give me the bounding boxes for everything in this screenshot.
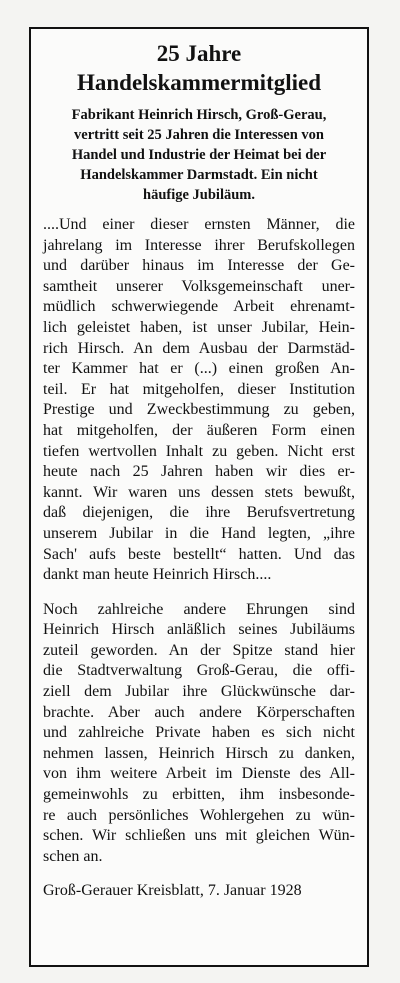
text-line: nehmen lassen, Heinrich Hirsch zu danken, — [43, 744, 355, 762]
lead-line: Fabrikant Heinrich Hirsch, Groß-Gerau, — [71, 107, 327, 123]
body-paragraph-2 — [43, 600, 355, 868]
lead-line: Handel und Industrie der Heimat bei der — [71, 147, 327, 163]
text-line: daß diejenigen, die ihre Berufsvertretung — [43, 504, 355, 522]
text-line: jahrelang im Interesse ihrer Berufskollegen — [43, 236, 355, 254]
text-line: und darüber hinaus im Interesse der Ge- — [43, 257, 355, 275]
source-citation: Groß-Gerauer Kreisblatt, 7. Januar 1928 — [43, 882, 302, 900]
text-line: re auch persönliches Wohlergehen zu wün- — [43, 806, 355, 824]
text-line: tiefen wertvollen Inhalt zu geben. Nicht erst — [43, 442, 355, 460]
text-line: rich Hirsch. An dem Ausbau der Darmstäd- — [43, 339, 355, 357]
text-line: hat mitgeholfen, der äußeren Form einen — [43, 421, 355, 439]
article-lead — [43, 105, 355, 205]
lead-line: Handelskammer Darmstadt. Ein nicht — [80, 167, 318, 183]
lead-line: vertritt seit 25 Jahren die Interessen von — [74, 127, 324, 143]
newspaper-article — [29, 27, 369, 967]
text-line: von ihm weitere Arbeit im Dienste des All- — [43, 765, 355, 783]
lead-line: häufige Jubiläum. — [143, 187, 255, 203]
text-line: gemeinwohls zu erbitten, ihm insbesonde- — [43, 786, 355, 804]
text-line: ....Und einer dieser ernsten Männer, die — [43, 216, 355, 233]
text-line: unserem Jubilar in die Hand legten, „ihre — [43, 524, 355, 542]
text-line: lich geleistet haben, ist unser Jubilar, Hein- — [43, 318, 355, 336]
text-line: schen. Wir schließen uns mit gleichen Wün- — [43, 827, 355, 845]
body-paragraph-1 — [43, 215, 355, 586]
text-line: ter Kammer hat er (...) einen großen An- — [43, 360, 355, 378]
article-title — [43, 39, 355, 97]
text-line: Sach' aufs beste bestellt“ hatten. Und das — [43, 545, 355, 563]
text-line: und zahlreiche Private haben es sich nicht — [43, 724, 355, 742]
title-line: 25 Jahre — [156, 41, 242, 66]
text-line: Noch zahlreiche andere Ehrungen sind — [43, 600, 355, 618]
text-line: ziell dem Jubilar ihre Glückwünsche dar- — [43, 683, 355, 701]
title-line: Handelskammermitglied — [76, 70, 322, 95]
text-line: teil. Er hat mitgeholfen, dieser Institution — [43, 380, 355, 398]
text-line: zuteil geworden. An der Spitze stand hier — [43, 641, 355, 659]
text-line: samtheit unserer Volksgemeinschaft uner- — [43, 277, 355, 295]
text-line: Prestige und Zweckbestimmung zu geben, — [43, 401, 355, 419]
text-line: brachte. Aber auch andere Körperschaften — [43, 703, 355, 721]
text-line: Heinrich Hirsch anläßlich seines Jubiläums — [43, 621, 355, 639]
text-line: kannt. Wir waren uns dessen stets bewußt, — [43, 483, 355, 501]
text-line: die Stadtverwaltung Groß-Gerau, die offi- — [43, 662, 355, 680]
text-line: heute nach 25 Jahren haben wir dies er- — [43, 463, 355, 481]
text-line: dankt man heute Heinrich Hirsch.... — [43, 566, 272, 584]
text-line: schen an. — [43, 847, 103, 865]
text-line: müdlich schwerwiegende Arbeit ehrenamt- — [43, 298, 355, 316]
